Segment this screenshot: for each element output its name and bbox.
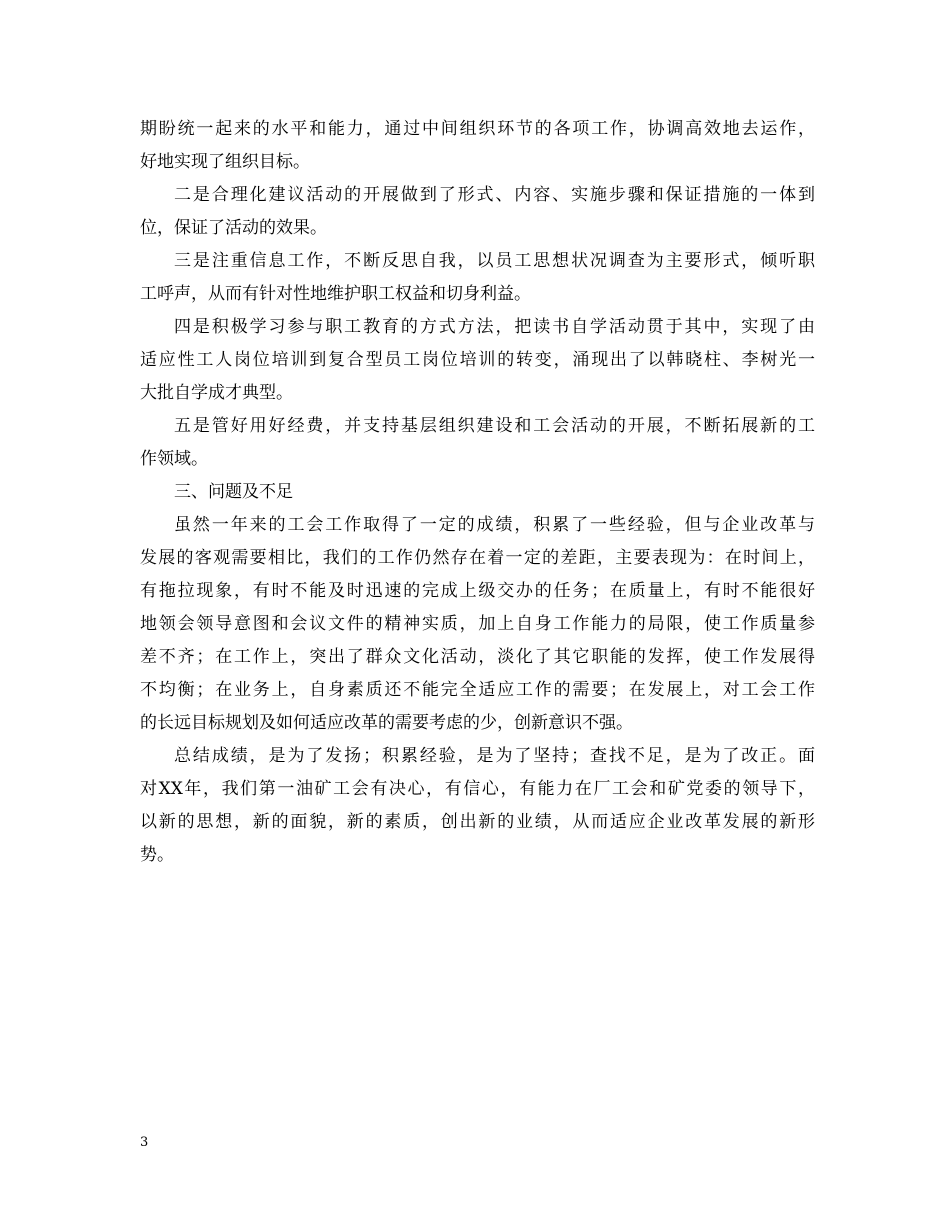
paragraph [140, 410, 815, 476]
paragraph-line: 的长远目标规划及如何适应改革的需要考虑的少，创新意识不强。 [140, 713, 633, 733]
paragraph-line: 对XX年，我们第一油矿工会有决心，有信心，有能力在厂工会和矿党委的领导下， [140, 779, 815, 799]
paragraph-line: 有拖拉现象，有时不能及时迅速的完成上级交办的任务；在质量上，有时不能很好 [140, 581, 815, 601]
paragraph-line: 期盼统一起来的水平和能力，通过中间组织环节的各项工作，协调高效地去运作， [140, 119, 815, 139]
paragraph-line: 虽然一年来的工会工作取得了一定的成绩，积累了一些经验，但与企业改革与 [174, 515, 815, 535]
paragraph-line: 工呼声，从而有针对性地维护职工权益和切身利益。 [140, 284, 531, 304]
paragraph-line: 四是积极学习参与职工教育的方式方法，把读书自学活动贯于其中，实现了由 [174, 317, 815, 337]
paragraph-line: 发展的客观需要相比，我们的工作仍然存在着一定的差距，主要表现为：在时间上， [140, 548, 815, 568]
paragraph-line: 大批自学成才典型。 [140, 383, 293, 403]
paragraph-line: 不均衡；在业务上，自身素质还不能完全适应工作的需要；在发展上，对工会工作 [140, 680, 815, 700]
paragraph [140, 509, 815, 740]
paragraph [140, 179, 815, 245]
paragraph [140, 245, 815, 311]
page-number: 3 [140, 1135, 149, 1150]
paragraph [140, 740, 815, 872]
paragraph-line: 三是注重信息工作，不断反思自我，以员工思想状况调查为主要形式，倾听职 [174, 251, 815, 271]
paragraph-line: 地领会领导意图和会议文件的精神实质，加上自身工作能力的局限，使工作质量参 [140, 614, 815, 634]
paragraph-line: 作领域。 [140, 449, 208, 469]
paragraph-line: 好地实现了组织目标。 [140, 152, 310, 172]
paragraph-line: 二是合理化建议活动的开展做到了形式、内容、实施步骤和保证措施的一体到 [174, 185, 815, 205]
paragraph-line: 差不齐；在工作上，突出了群众文化活动，淡化了其它职能的发挥，使工作发展得 [140, 647, 815, 667]
paragraph-line: 势。 [140, 845, 174, 865]
paragraph-line: 三、问题及不足 [174, 482, 293, 502]
paragraph-line: 适应性工人岗位培训到复合型员工岗位培训的转变，涌现出了以韩晓柱、李树光一 [140, 350, 815, 370]
paragraph [140, 311, 815, 410]
paragraph-line: 五是管好用好经费，并支持基层组织建设和工会活动的开展，不断拓展新的工 [174, 416, 815, 436]
document-body [140, 113, 815, 872]
paragraph [140, 476, 815, 509]
paragraph-line: 位，保证了活动的效果。 [140, 218, 327, 238]
paragraph-line: 以新的思想，新的面貌，新的素质，创出新的业绩，从而适应企业改革发展的新形 [140, 812, 815, 832]
paragraph [140, 113, 815, 179]
paragraph-line: 总结成绩，是为了发扬；积累经验，是为了坚持；查找不足，是为了改正。面 [174, 746, 815, 766]
